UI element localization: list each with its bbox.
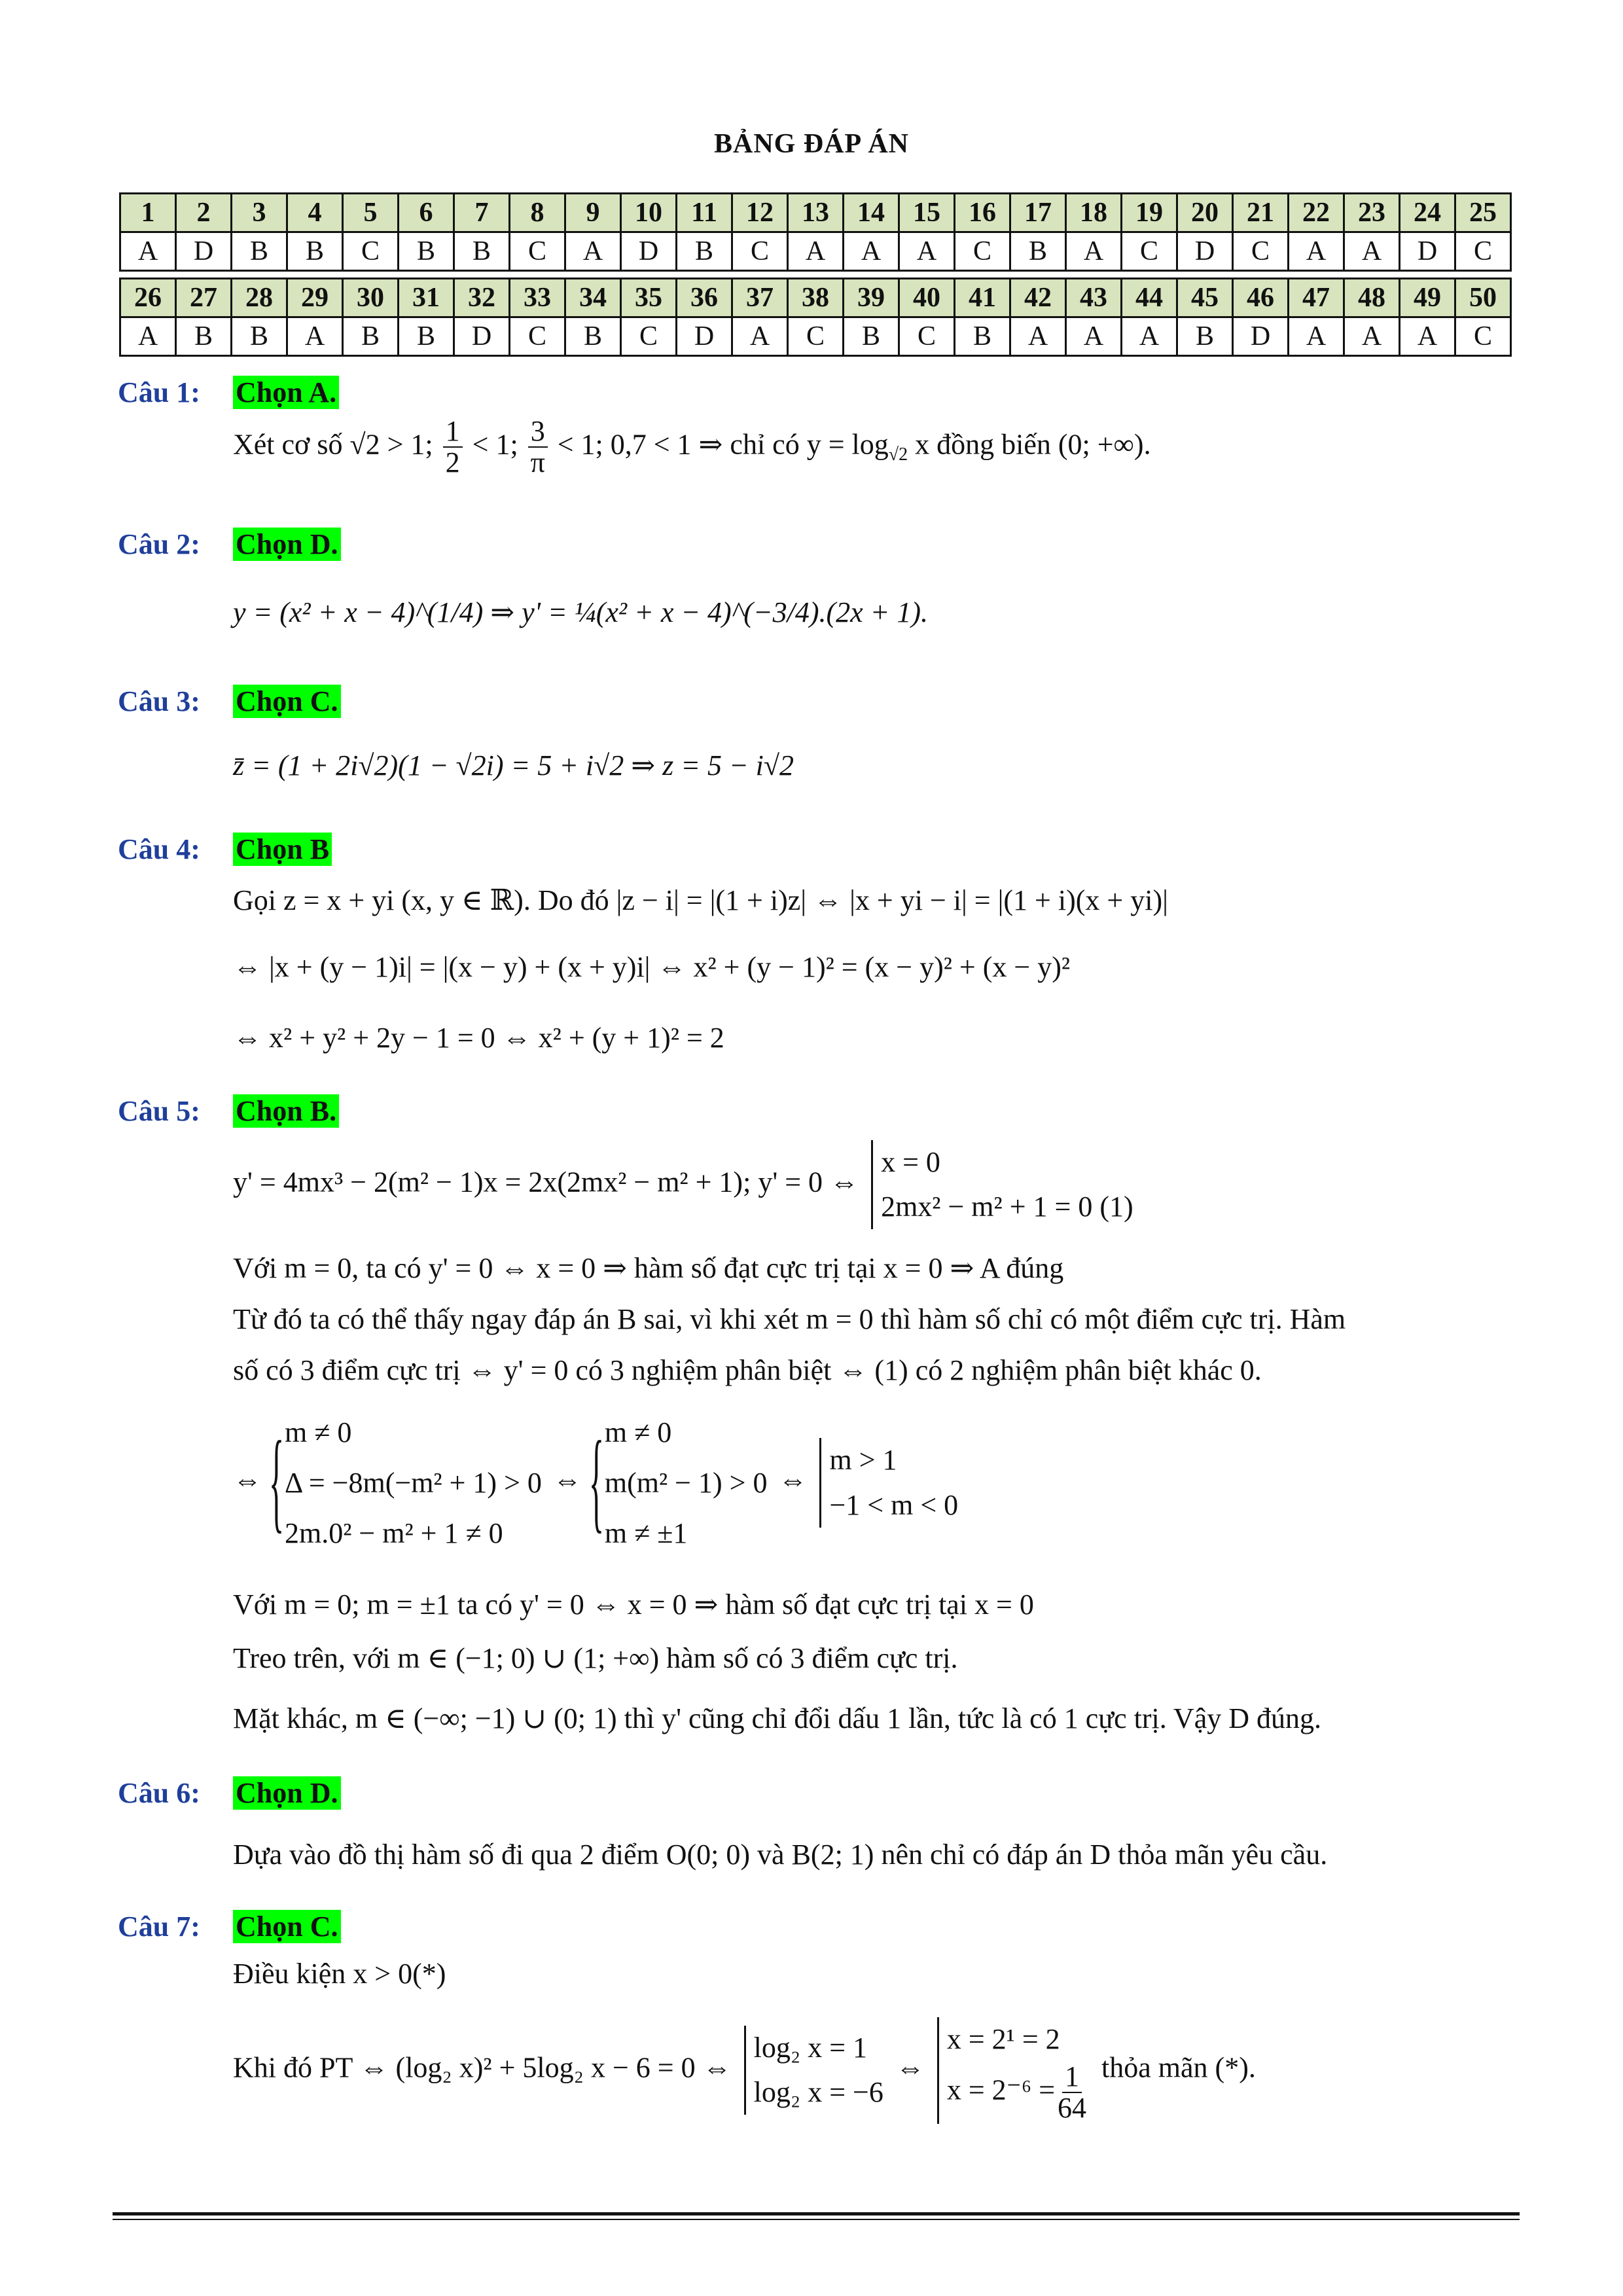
q7-cases-2 <box>937 2017 1089 2124</box>
equivalence-sign: ⇔ <box>895 2051 925 2084</box>
table-cell: 38 <box>788 279 844 317</box>
table-cell: 34 <box>565 279 621 317</box>
question-answer: Chọn B. <box>233 1094 339 1128</box>
case-item: log₂ x = −6 <box>753 2076 883 2109</box>
table-cell: 39 <box>844 279 899 317</box>
table-cell: 9 <box>565 194 621 232</box>
table-cell: B <box>232 317 287 356</box>
table-cell: 47 <box>1289 279 1344 317</box>
table-cell: C <box>1455 232 1511 271</box>
table-cell: 21 <box>1233 194 1289 232</box>
table-cell: 19 <box>1122 194 1177 232</box>
table-cell: 12 <box>732 194 788 232</box>
question-label: Câu 3: <box>118 685 200 717</box>
table-row <box>120 279 1511 317</box>
table-cell: A <box>1344 317 1400 356</box>
table-cell: 20 <box>1177 194 1233 232</box>
table-cell: A <box>120 317 176 356</box>
equivalence-sign: ⇔ <box>552 1463 582 1496</box>
fraction <box>1058 2062 1086 2123</box>
table-cell: 14 <box>844 194 899 232</box>
table-cell: 11 <box>677 194 732 232</box>
table-cell: A <box>1066 317 1122 356</box>
table-cell: 8 <box>510 194 565 232</box>
table-cell: D <box>1177 232 1233 271</box>
page-title: BẢNG ĐÁP ÁN <box>713 129 909 159</box>
table-cell: C <box>343 232 399 271</box>
q1-text-b: < 1; <box>472 428 518 461</box>
fraction <box>443 416 463 478</box>
q5-system-3 <box>819 1438 958 1527</box>
answer-table-1 <box>119 192 1512 272</box>
case-item: 2mx² − m² + 1 = 0 (1) <box>881 1191 1133 1223</box>
table-cell: 26 <box>120 279 176 317</box>
fraction <box>528 416 548 478</box>
table-cell: 45 <box>1177 279 1233 317</box>
table-cell: A <box>287 317 343 356</box>
table-cell: 44 <box>1122 279 1177 317</box>
question-label: Câu 6: <box>118 1777 200 1809</box>
case-item <box>947 2062 1089 2123</box>
table-cell: C <box>1122 232 1177 271</box>
q5-system <box>233 1407 963 1558</box>
table-cell: 2 <box>176 194 232 232</box>
question-answer: Chọn D. <box>233 528 341 561</box>
table-cell: 7 <box>454 194 510 232</box>
table-cell: 41 <box>955 279 1010 317</box>
q5-line-5: Với m = 0; m = ±1 ta có y' = 0 ⇔ x = 0 ⇒ hàm số đạt cực trị tại x = 0 <box>233 1588 1034 1621</box>
q5-derivative: y' = 4mx³ − 2(m² − 1)x = 2x(2mx² − m² + 1); y' = 0 ⇔ <box>233 1166 859 1198</box>
question-label: Câu 1: <box>118 376 200 408</box>
table-cell: A <box>788 232 844 271</box>
table-cell: 40 <box>899 279 955 317</box>
table-cell: A <box>1010 317 1066 356</box>
q5-system-2 <box>593 1407 768 1558</box>
q5-line-3: Từ đó ta có thể thấy ngay đáp án B sai, vì khi xét m = 0 thì hàm số chỉ có một điểm cực trị. Hàm <box>233 1303 1346 1335</box>
table-cell: C <box>732 232 788 271</box>
table-cell: 29 <box>287 279 343 317</box>
q1-text-d: x đồng biến (0; +∞). <box>915 428 1151 461</box>
table-cell: B <box>176 317 232 356</box>
q6-solution: Dựa vào đồ thị hàm số đi qua 2 điểm O(0; 0) và B(2; 1) nên chỉ có đáp án D thỏa mãn yêu cầu. <box>233 1839 1328 1871</box>
table-cell: B <box>454 232 510 271</box>
q7-line-2 <box>233 2017 1256 2124</box>
case-item: log₂ x = 1 <box>753 2032 868 2064</box>
table-cell: 13 <box>788 194 844 232</box>
denominator: 2 <box>445 446 460 479</box>
table-row <box>120 232 1511 271</box>
question-answer: Chọn D. <box>233 1776 341 1810</box>
question-answer: Chọn C. <box>233 1910 341 1943</box>
table-cell: A <box>1066 232 1122 271</box>
table-cell: D <box>454 317 510 356</box>
system-item: m ≠ ±1 <box>604 1517 688 1549</box>
table-cell: A <box>1400 317 1455 356</box>
question-label: Câu 2: <box>118 528 200 560</box>
question-answer: Chọn A. <box>233 376 339 409</box>
table-cell: A <box>565 232 621 271</box>
table-cell: B <box>343 317 399 356</box>
table-cell: 30 <box>343 279 399 317</box>
table-cell: C <box>510 317 565 356</box>
table-cell: B <box>399 232 454 271</box>
q5-system-1 <box>273 1407 542 1558</box>
table-cell: A <box>120 232 176 271</box>
table-cell: A <box>899 232 955 271</box>
denominator: 64 <box>1058 2092 1087 2125</box>
table-cell: 43 <box>1066 279 1122 317</box>
table-cell: B <box>232 232 287 271</box>
table-cell: 17 <box>1010 194 1066 232</box>
case-item: x = 2¹ = 2 <box>946 2023 1060 2055</box>
table-cell: C <box>955 232 1010 271</box>
table-cell: 27 <box>176 279 232 317</box>
q4-line-3: ⇔ x² + y² + 2y − 1 = 0 ⇔ x² + (y + 1)² = 2 <box>233 1022 724 1054</box>
answer-table-2 <box>119 278 1512 357</box>
q4-line-1: Gọi z = x + yi (x, y ∈ ℝ). Do đó |z − i| = |(1 + i)z| ⇔ |x + yi − i| = |(1 + i)(x + yi)| <box>233 884 1168 916</box>
numerator: 1 <box>1062 2062 1082 2093</box>
table-cell: 42 <box>1010 279 1066 317</box>
q1-text-a: Xét cơ số √2 > 1; <box>233 428 433 461</box>
table-cell: B <box>399 317 454 356</box>
system-item: { m ≠ 0 <box>604 1416 672 1448</box>
system-item: m(m² − 1) > 0 <box>604 1467 768 1499</box>
table-cell: 16 <box>955 194 1010 232</box>
system-item: 2m.0² − m² + 1 ≠ 0 <box>285 1517 503 1549</box>
table-cell: A <box>1122 317 1177 356</box>
case-text: x = 2⁻⁶ = <box>946 2073 1056 2106</box>
table-cell: B <box>677 232 732 271</box>
table-cell: A <box>844 232 899 271</box>
table-cell: C <box>1233 232 1289 271</box>
system-item: { m ≠ 0 <box>285 1416 352 1448</box>
log-base: √2 <box>888 444 908 465</box>
table-cell: 37 <box>732 279 788 317</box>
case-item: m > 1 <box>829 1444 897 1477</box>
q7-cases-1 <box>744 2026 883 2115</box>
table-cell: C <box>899 317 955 356</box>
table-row <box>120 194 1511 232</box>
table-cell: B <box>844 317 899 356</box>
table-cell: 15 <box>899 194 955 232</box>
table-cell: C <box>788 317 844 356</box>
table-cell: A <box>1289 317 1344 356</box>
q5-cases <box>871 1140 1133 1229</box>
table-cell: C <box>510 232 565 271</box>
q5-line-2: Với m = 0, ta có y' = 0 ⇔ x = 0 ⇒ hàm số đạt cực trị tại x = 0 ⇒ A đúng <box>233 1252 1064 1284</box>
denominator: π <box>530 446 545 479</box>
q1-text-c: < 1; 0,7 < 1 ⇒ chỉ có y = log <box>557 428 889 461</box>
q5-line-6: Treo trên, với m ∈ (−1; 0) ∪ (1; +∞) hàm số có 3 điểm cực trị. <box>233 1642 958 1674</box>
table-cell: B <box>287 232 343 271</box>
table-cell: 5 <box>343 194 399 232</box>
table-cell: C <box>1455 317 1511 356</box>
table-cell: 25 <box>1455 194 1511 232</box>
table-cell: D <box>621 232 677 271</box>
table-cell: A <box>1289 232 1344 271</box>
case-item: −1 < m < 0 <box>829 1488 959 1521</box>
q2-solution: y = (x² + x − 4)^(1/4) ⇒ y' = ¼(x² + x − 4)^(−3/4).(2x + 1). <box>233 596 928 628</box>
table-cell: B <box>955 317 1010 356</box>
table-cell: B <box>1010 232 1066 271</box>
table-cell: C <box>621 317 677 356</box>
table-cell: 23 <box>1344 194 1400 232</box>
table-cell: A <box>732 317 788 356</box>
question-answer: Chọn C. <box>233 685 341 718</box>
table-cell: 24 <box>1400 194 1455 232</box>
question-label: Câu 4: <box>118 833 200 865</box>
q4-line-2: ⇔ |x + (y − 1)i| = |(x − y) + (x + y)i| ⇔ x² + (y − 1)² = (x − y)² + (x − y)² <box>233 951 1071 983</box>
footer-divider-thin <box>113 2219 1520 2220</box>
numerator: 3 <box>528 416 548 448</box>
table-cell: B <box>1177 317 1233 356</box>
footer-divider <box>113 2212 1520 2215</box>
equivalence-sign: ⇔ <box>233 1463 262 1496</box>
table-row <box>120 317 1511 356</box>
question-label: Câu 7: <box>118 1910 200 1943</box>
numerator: 1 <box>443 416 463 448</box>
equivalence-sign: ⇔ <box>778 1463 808 1496</box>
table-cell: 35 <box>621 279 677 317</box>
table-cell: 48 <box>1344 279 1400 317</box>
q7-line-1: Điều kiện x > 0(*) <box>233 1958 446 1990</box>
table-cell: 4 <box>287 194 343 232</box>
q5-line-1 <box>233 1140 1139 1229</box>
table-cell: D <box>677 317 732 356</box>
table-cell: D <box>1233 317 1289 356</box>
case-item: x = 0 <box>881 1146 940 1178</box>
table-cell: B <box>565 317 621 356</box>
table-cell: 18 <box>1066 194 1122 232</box>
table-cell: 1 <box>120 194 176 232</box>
table-cell: 46 <box>1233 279 1289 317</box>
table-cell: 6 <box>399 194 454 232</box>
q1-solution <box>233 416 1151 478</box>
table-cell: 36 <box>677 279 732 317</box>
q5-line-7: Mặt khác, m ∈ (−∞; −1) ∪ (0; 1) thì y' cũng chỉ đổi dấu 1 lần, tức là có 1 cực trị. Vậy D đúng. <box>233 1702 1321 1734</box>
table-cell: 31 <box>399 279 454 317</box>
q7-tail: thỏa mãn (*). <box>1101 2051 1256 2084</box>
table-cell: 33 <box>510 279 565 317</box>
table-cell: A <box>1344 232 1400 271</box>
table-cell: D <box>176 232 232 271</box>
table-cell: 50 <box>1455 279 1511 317</box>
q3-solution: z̄ = (1 + 2i√2)(1 − √2i) = 5 + i√2 ⇒ z = 5 − i√2 <box>233 749 794 781</box>
table-cell: 22 <box>1289 194 1344 232</box>
system-item: Δ = −8m(−m² + 1) > 0 <box>285 1467 542 1499</box>
q5-line-4: số có 3 điểm cực trị ⇔ y' = 0 có 3 nghiệm phân biệt ⇔ (1) có 2 nghiệm phân biệt khác 0. <box>233 1354 1262 1386</box>
table-cell: 28 <box>232 279 287 317</box>
question-label: Câu 5: <box>118 1095 200 1127</box>
question-answer: Chọn B <box>233 833 332 866</box>
table-cell: 49 <box>1400 279 1455 317</box>
table-cell: 32 <box>454 279 510 317</box>
table-cell: 3 <box>232 194 287 232</box>
table-cell: 10 <box>621 194 677 232</box>
q7-equation: Khi đó PT ⇔ (log₂ x)² + 5log₂ x − 6 = 0 ⇔ <box>233 2051 732 2084</box>
table-cell: D <box>1400 232 1455 271</box>
